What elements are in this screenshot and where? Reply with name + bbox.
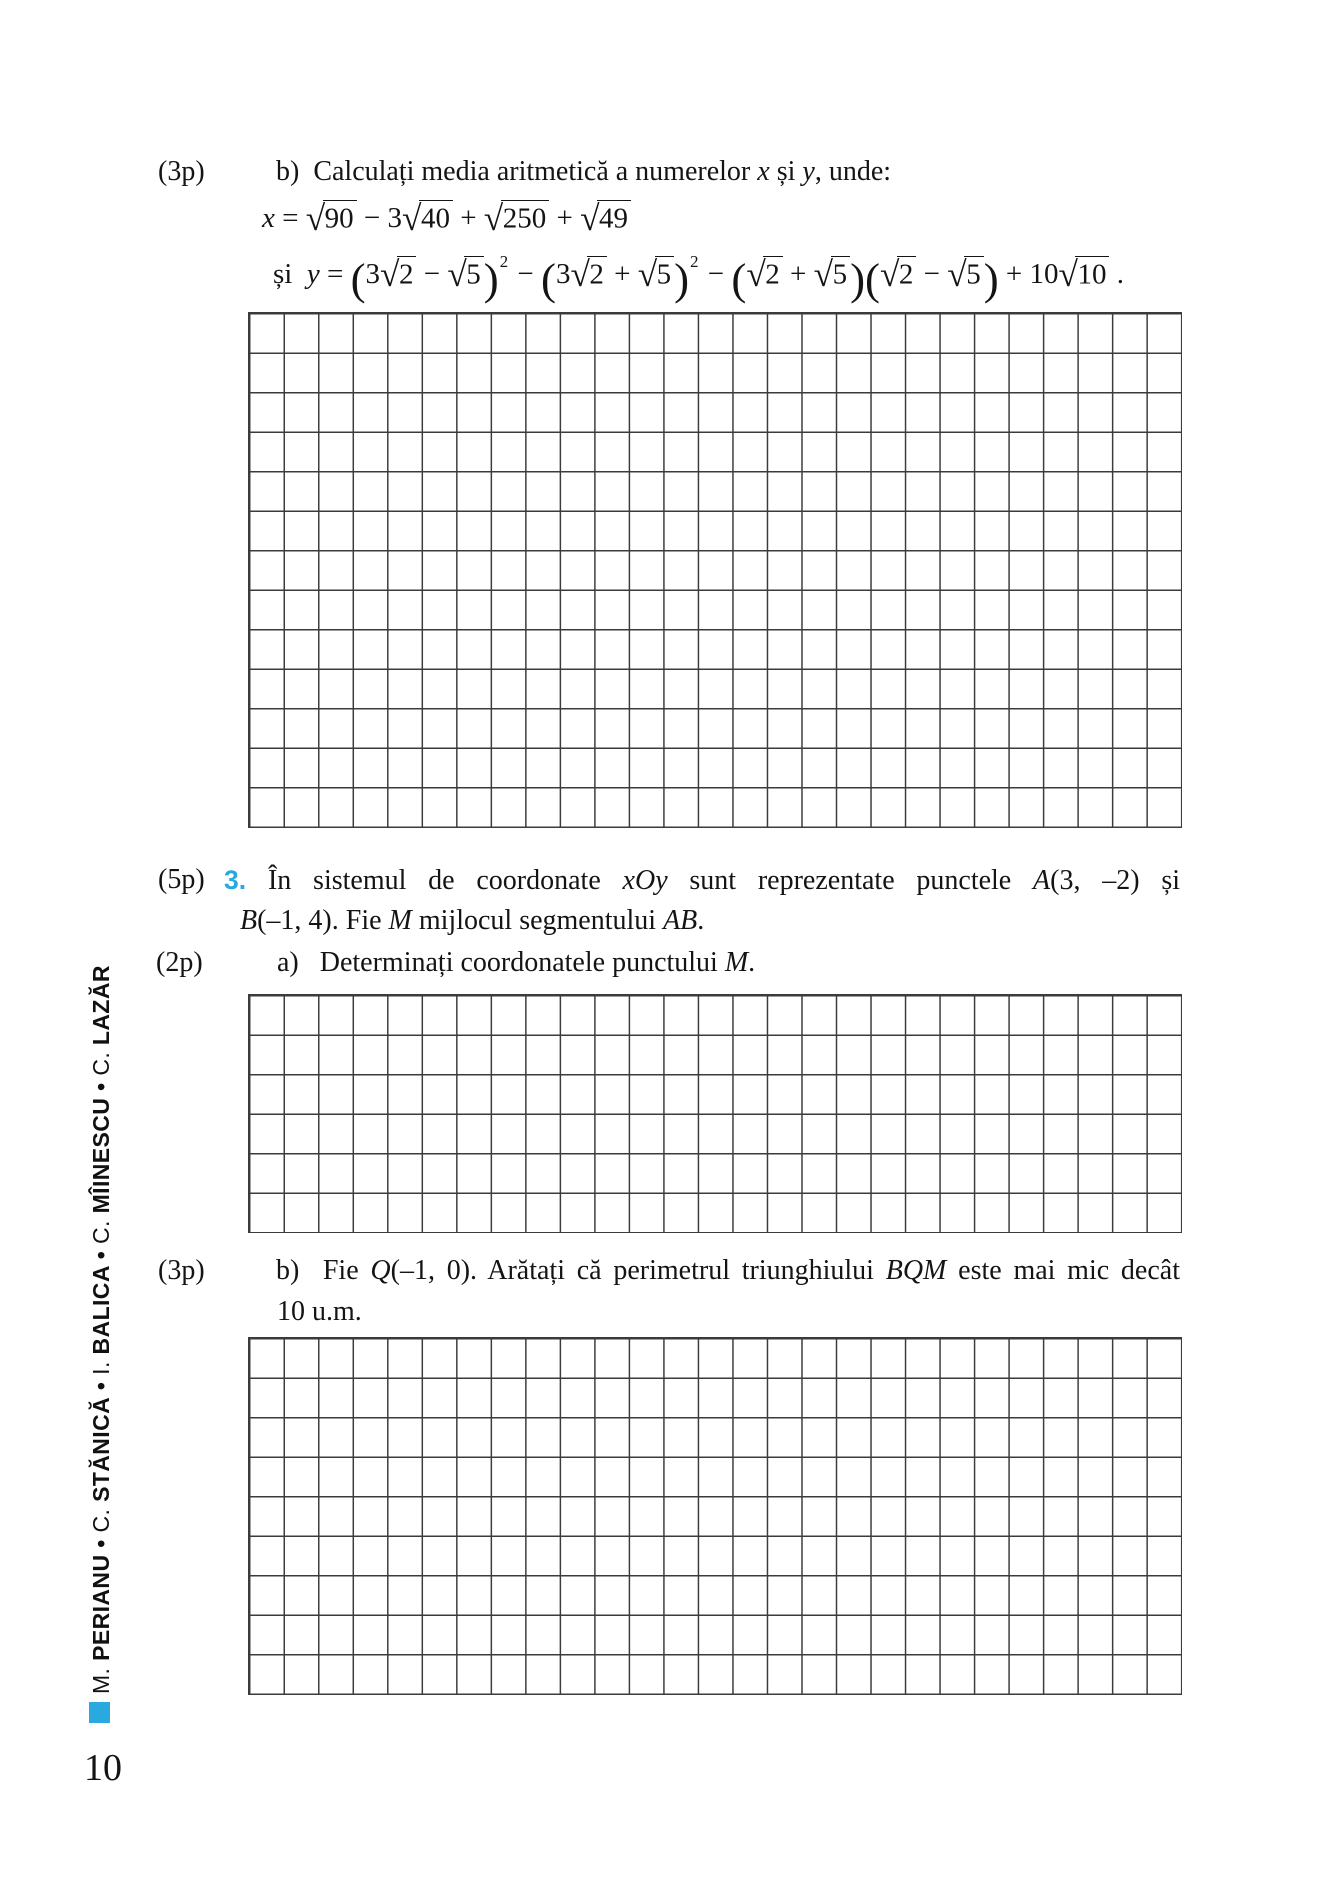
sqrt-expression	[947, 253, 983, 294]
text-segment: y	[306, 258, 320, 290]
text-segment: și	[769, 156, 803, 187]
radicand: 250	[501, 200, 550, 235]
text-segment: C.	[88, 1213, 114, 1244]
problem-3a-line	[277, 943, 755, 983]
text-segment: (–1, 0). Arătați că perimetrul triunghiului	[390, 1255, 886, 1286]
text-segment: −	[700, 258, 732, 290]
text-segment: este mai mic decât	[946, 1255, 1180, 1286]
sqrt-expression	[637, 253, 674, 294]
sqrt-expression	[570, 253, 606, 294]
radicand: 5	[655, 256, 675, 291]
radical-sign: √	[1058, 253, 1078, 294]
text-segment: y	[802, 156, 815, 187]
text-segment: .	[697, 905, 705, 936]
big-paren: )	[850, 253, 866, 304]
sidebar-authors	[88, 965, 115, 1694]
formula-y	[273, 248, 1124, 304]
problem-3-line2	[240, 901, 704, 941]
radicand: 5	[464, 256, 484, 291]
radicand: 2	[587, 256, 607, 291]
radicand: 90	[323, 200, 357, 235]
text-segment: STĂNICĂ	[88, 1396, 114, 1502]
big-paren: )	[483, 253, 499, 304]
text-segment: A	[1033, 865, 1051, 896]
text-segment: + 10	[998, 258, 1059, 290]
radical-sign: √	[380, 253, 400, 294]
exponent: 2	[499, 252, 509, 272]
radical-sign: √	[580, 197, 600, 238]
text-segment: M	[388, 905, 412, 936]
text-segment: +	[782, 258, 814, 290]
text-segment: B	[240, 905, 258, 936]
formula-x	[262, 196, 631, 240]
text-segment: •	[88, 1243, 114, 1267]
text-segment: sunt reprezentate punctele	[667, 865, 1034, 896]
accent-square	[89, 1702, 110, 1723]
text-segment: +	[452, 202, 484, 234]
text-segment: I.	[88, 1354, 114, 1375]
radical-sign: √	[880, 253, 900, 294]
sqrt-expression	[580, 197, 631, 238]
answer-grid-2	[248, 994, 1182, 1233]
radical-sign: √	[947, 253, 967, 294]
radicand: 40	[419, 200, 453, 235]
text-segment: •	[88, 1532, 114, 1555]
radicand: 2	[897, 256, 917, 291]
big-paren: (	[731, 253, 747, 304]
answer-grid-1	[248, 312, 1182, 828]
radicand: 2	[397, 256, 417, 291]
big-paren: (	[350, 253, 366, 304]
problem-3b-line2	[277, 1292, 362, 1332]
radicand: 5	[831, 256, 851, 291]
text-segment: (–1, 4). Fie	[257, 905, 389, 936]
text-segment: și	[273, 258, 307, 290]
sqrt-expression	[1058, 253, 1110, 294]
text-segment: MÎINESCU	[88, 1097, 114, 1214]
radicand: 2	[763, 256, 783, 291]
sqrt-expression	[746, 253, 782, 294]
big-paren: )	[983, 253, 999, 304]
big-paren: (	[865, 253, 880, 304]
answer-grid-3	[248, 1337, 1182, 1695]
text-segment: b) Calculați media aritmetică a numerelor	[276, 156, 758, 187]
page-number: 10	[84, 1747, 122, 1789]
text-segment: PERIANU	[88, 1554, 114, 1661]
text-segment: =	[319, 258, 351, 290]
text-segment: , unde:	[814, 156, 892, 187]
text-segment: x	[262, 202, 275, 234]
text-segment: x	[757, 156, 770, 187]
big-paren: (	[540, 253, 556, 304]
problem-3b-line1	[276, 1251, 1180, 1291]
text-segment: +	[549, 202, 581, 234]
text-segment: − 3	[356, 202, 403, 234]
radicand: 49	[597, 200, 631, 235]
text-segment: a) Determinați coordonatele punctului	[277, 947, 725, 978]
sqrt-expression	[483, 197, 549, 238]
text-segment: 3	[365, 258, 381, 290]
radicand: 10	[1075, 256, 1109, 291]
radical-sign: √	[447, 253, 467, 294]
radical-sign: √	[813, 253, 834, 294]
text-segment: M	[724, 947, 749, 978]
text-segment: LAZĂR	[88, 965, 114, 1046]
text-segment: xOy	[622, 865, 668, 896]
radical-sign: √	[483, 197, 504, 238]
radical-sign: √	[746, 253, 766, 294]
sqrt-expression	[813, 253, 850, 294]
text-segment: 3.	[224, 865, 247, 895]
big-paren: )	[674, 253, 690, 304]
sqrt-expression	[380, 253, 416, 294]
points-badge-problem-3b: (3p)	[158, 1255, 205, 1286]
text-segment: C.	[88, 1045, 114, 1076]
text-segment: mijlocul segmentului	[411, 905, 664, 936]
text-segment: Q	[370, 1255, 391, 1286]
text-segment: •	[88, 1374, 114, 1397]
text-segment: −	[416, 258, 448, 290]
text-segment: AB	[663, 905, 698, 936]
text-segment: 10 u.m.	[277, 1296, 362, 1327]
text-segment: (3, –2) și	[1050, 865, 1180, 896]
text-segment: .	[1109, 258, 1124, 290]
text-segment: În sistemul de coordonate	[246, 865, 623, 896]
text-segment: +	[606, 258, 638, 290]
sqrt-expression	[402, 197, 453, 238]
radical-sign: √	[402, 197, 422, 238]
text-segment: −	[916, 258, 948, 290]
exponent: 2	[690, 252, 699, 272]
text-segment: •	[88, 1075, 114, 1098]
radical-sign: √	[570, 253, 590, 294]
radicand: 5	[964, 256, 984, 291]
sqrt-expression	[880, 253, 916, 294]
text-segment: BALICA	[88, 1266, 114, 1355]
radical-sign: √	[637, 253, 658, 294]
text-segment: 3	[555, 258, 571, 290]
radical-sign: √	[305, 197, 326, 238]
points-badge-problem-3a: (2p)	[156, 947, 203, 978]
text-segment: .	[748, 947, 756, 978]
text-segment: BQM	[885, 1255, 947, 1286]
text-segment: −	[510, 258, 541, 290]
problem-b-intro	[276, 152, 891, 192]
problem-3-line1	[224, 860, 1180, 901]
text-segment: =	[274, 202, 306, 234]
points-badge-problem-3: (5p)	[158, 864, 205, 895]
text-segment: M.	[88, 1660, 114, 1694]
points-badge-problem-b: (3p)	[158, 156, 205, 187]
sqrt-expression	[447, 253, 483, 294]
sqrt-expression	[305, 197, 357, 238]
text-segment: C.	[88, 1501, 114, 1533]
text-segment: b) Fie	[276, 1255, 371, 1286]
